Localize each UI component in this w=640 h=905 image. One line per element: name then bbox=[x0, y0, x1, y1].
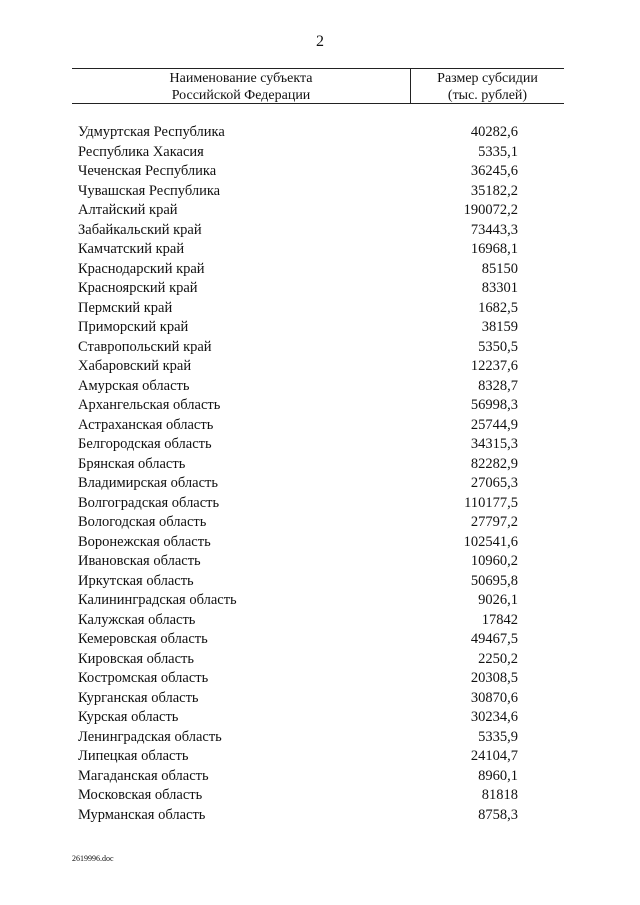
table-row bbox=[78, 318, 518, 338]
table-row bbox=[78, 123, 518, 143]
subsidy-amount: 27797,2 bbox=[470, 514, 518, 530]
table-row bbox=[78, 279, 518, 299]
table-row bbox=[78, 182, 518, 202]
column-header-amount-line1: Размер субсидии bbox=[437, 71, 538, 86]
subject-name: Кировская область bbox=[78, 650, 195, 667]
subsidy-amount: 16968,1 bbox=[470, 241, 518, 257]
table-row bbox=[78, 260, 518, 280]
subsidy-amount: 83301 bbox=[481, 280, 518, 296]
subsidy-amount: 85150 bbox=[481, 260, 518, 277]
subsidy-amount: 102541,6 bbox=[463, 533, 518, 550]
subsidy-amount: 8328,7 bbox=[478, 377, 518, 394]
subsidy-amount: 9026,1 bbox=[478, 592, 518, 608]
table-body bbox=[78, 123, 518, 825]
table-row bbox=[78, 650, 518, 670]
subsidy-amount: 17842 bbox=[481, 611, 518, 628]
subsidy-amount: 56998,3 bbox=[470, 397, 518, 413]
subject-name: Амурская область bbox=[78, 377, 190, 394]
subsidy-amount: 110177,5 bbox=[464, 494, 518, 511]
subsidy-amount: 40282,6 bbox=[470, 124, 518, 140]
subject-name: Московская область bbox=[78, 787, 203, 803]
subsidy-amount: 81818 bbox=[481, 787, 518, 803]
table-row bbox=[78, 377, 518, 397]
table-row bbox=[78, 455, 518, 475]
subsidy-amount: 82282,9 bbox=[470, 455, 518, 472]
subsidy-amount: 30234,6 bbox=[470, 709, 518, 725]
subject-name: Пермский край bbox=[78, 299, 173, 316]
subject-name: Липецкая область bbox=[78, 748, 189, 764]
subsidy-amount: 5350,5 bbox=[478, 338, 518, 355]
subsidy-amount: 38159 bbox=[481, 319, 518, 335]
table-row bbox=[78, 747, 518, 767]
table-row bbox=[78, 299, 518, 319]
subsidy-amount: 2250,2 bbox=[478, 650, 518, 667]
subject-name: Республика Хакасия bbox=[78, 143, 204, 160]
table-row bbox=[78, 162, 518, 182]
subsidy-amount: 73443,3 bbox=[470, 221, 518, 238]
table-row bbox=[78, 338, 518, 358]
subject-name: Алтайский край bbox=[78, 202, 178, 218]
column-header-subject-line2: Российской Федерации bbox=[171, 88, 311, 103]
subject-name: Брянская область bbox=[78, 455, 186, 472]
column-header-subject bbox=[72, 70, 410, 104]
subject-name: Чувашская Республика bbox=[78, 182, 221, 199]
table-row bbox=[78, 201, 518, 221]
subsidy-amount: 8758,3 bbox=[478, 806, 518, 823]
subject-name: Удмуртская Республика bbox=[78, 124, 225, 140]
subsidy-amount: 25744,9 bbox=[470, 416, 518, 433]
subject-name: Владимирская область bbox=[78, 475, 218, 491]
subject-name: Краснодарский край bbox=[78, 260, 205, 277]
subject-name: Кемеровская область bbox=[78, 631, 208, 647]
table-row bbox=[78, 533, 518, 553]
subject-name: Воронежская область bbox=[78, 533, 211, 550]
table-row bbox=[78, 357, 518, 377]
table-row bbox=[78, 416, 518, 436]
subject-name: Волгоградская область bbox=[78, 494, 220, 511]
table-row bbox=[78, 572, 518, 592]
subject-name: Курганская область bbox=[78, 689, 199, 706]
column-header-subject-line1: Наименование субъекта bbox=[169, 71, 313, 86]
subsidy-amount: 8960,1 bbox=[478, 767, 518, 784]
subject-name: Иркутская область bbox=[78, 572, 194, 589]
table-row bbox=[78, 669, 518, 689]
subsidy-amount: 49467,5 bbox=[470, 631, 518, 647]
subsidy-amount: 10960,2 bbox=[470, 553, 518, 569]
subject-name: Красноярский край bbox=[78, 280, 198, 296]
subject-name: Вологодская область bbox=[78, 514, 207, 530]
subject-name: Калининградская область bbox=[78, 592, 237, 608]
subsidy-amount: 12237,6 bbox=[470, 358, 518, 374]
subsidy-amount: 190072,2 bbox=[463, 202, 518, 218]
subsidy-amount: 30870,6 bbox=[470, 689, 518, 706]
table-row bbox=[78, 435, 518, 455]
table-row bbox=[78, 630, 518, 650]
subject-name: Архангельская область bbox=[78, 397, 221, 413]
column-header-amount-line2: (тыс. рублей) bbox=[447, 88, 528, 103]
subject-name: Забайкальский край bbox=[78, 221, 202, 238]
subject-name: Хабаровский край bbox=[78, 358, 192, 374]
table-row bbox=[78, 689, 518, 709]
table-row bbox=[78, 221, 518, 241]
page-number: 2 bbox=[316, 33, 324, 50]
table-row bbox=[78, 591, 518, 611]
footer-file-name: 2619996.doc bbox=[72, 854, 114, 863]
subject-name: Астраханская область bbox=[78, 416, 214, 433]
subject-name: Курская область bbox=[78, 709, 179, 725]
header-top-rule bbox=[72, 68, 564, 69]
subject-name: Мурманская область bbox=[78, 806, 206, 823]
subject-name: Приморский край bbox=[78, 319, 189, 335]
table-row bbox=[78, 611, 518, 631]
table-row bbox=[78, 552, 518, 572]
subsidy-amount: 36245,6 bbox=[470, 163, 518, 179]
subject-name: Магаданская область bbox=[78, 767, 209, 784]
subject-name: Калужская область bbox=[78, 611, 196, 628]
subsidy-amount: 1682,5 bbox=[478, 299, 518, 316]
table-row bbox=[78, 786, 518, 806]
subject-name: Белгородская область bbox=[78, 436, 212, 452]
table-row bbox=[78, 396, 518, 416]
subsidy-amount: 5335,1 bbox=[478, 143, 518, 160]
header-bottom-rule bbox=[72, 103, 564, 104]
table-row bbox=[78, 143, 518, 163]
subject-name: Костромская область bbox=[78, 670, 209, 686]
table-row bbox=[78, 240, 518, 260]
table-row bbox=[78, 708, 518, 728]
table-row bbox=[78, 513, 518, 533]
table-row bbox=[78, 494, 518, 514]
subject-name: Ивановская область bbox=[78, 553, 201, 569]
subsidy-amount: 5335,9 bbox=[478, 728, 518, 745]
column-header-amount bbox=[411, 70, 564, 104]
subsidy-amount: 35182,2 bbox=[470, 182, 518, 199]
subject-name: Ставропольский край bbox=[78, 338, 212, 355]
subject-name: Ленинградская область bbox=[78, 728, 222, 745]
subject-name: Чеченская Республика bbox=[78, 163, 217, 179]
subject-name: Камчатский край bbox=[78, 241, 185, 257]
table-row bbox=[78, 474, 518, 494]
table-row bbox=[78, 806, 518, 826]
subsidy-amount: 27065,3 bbox=[470, 475, 518, 491]
subsidy-amount: 50695,8 bbox=[470, 572, 518, 589]
subsidy-amount: 34315,3 bbox=[470, 436, 518, 452]
subsidy-amount: 24104,7 bbox=[470, 748, 518, 764]
subsidy-amount: 20308,5 bbox=[470, 670, 518, 686]
table-row bbox=[78, 767, 518, 787]
table-row bbox=[78, 728, 518, 748]
